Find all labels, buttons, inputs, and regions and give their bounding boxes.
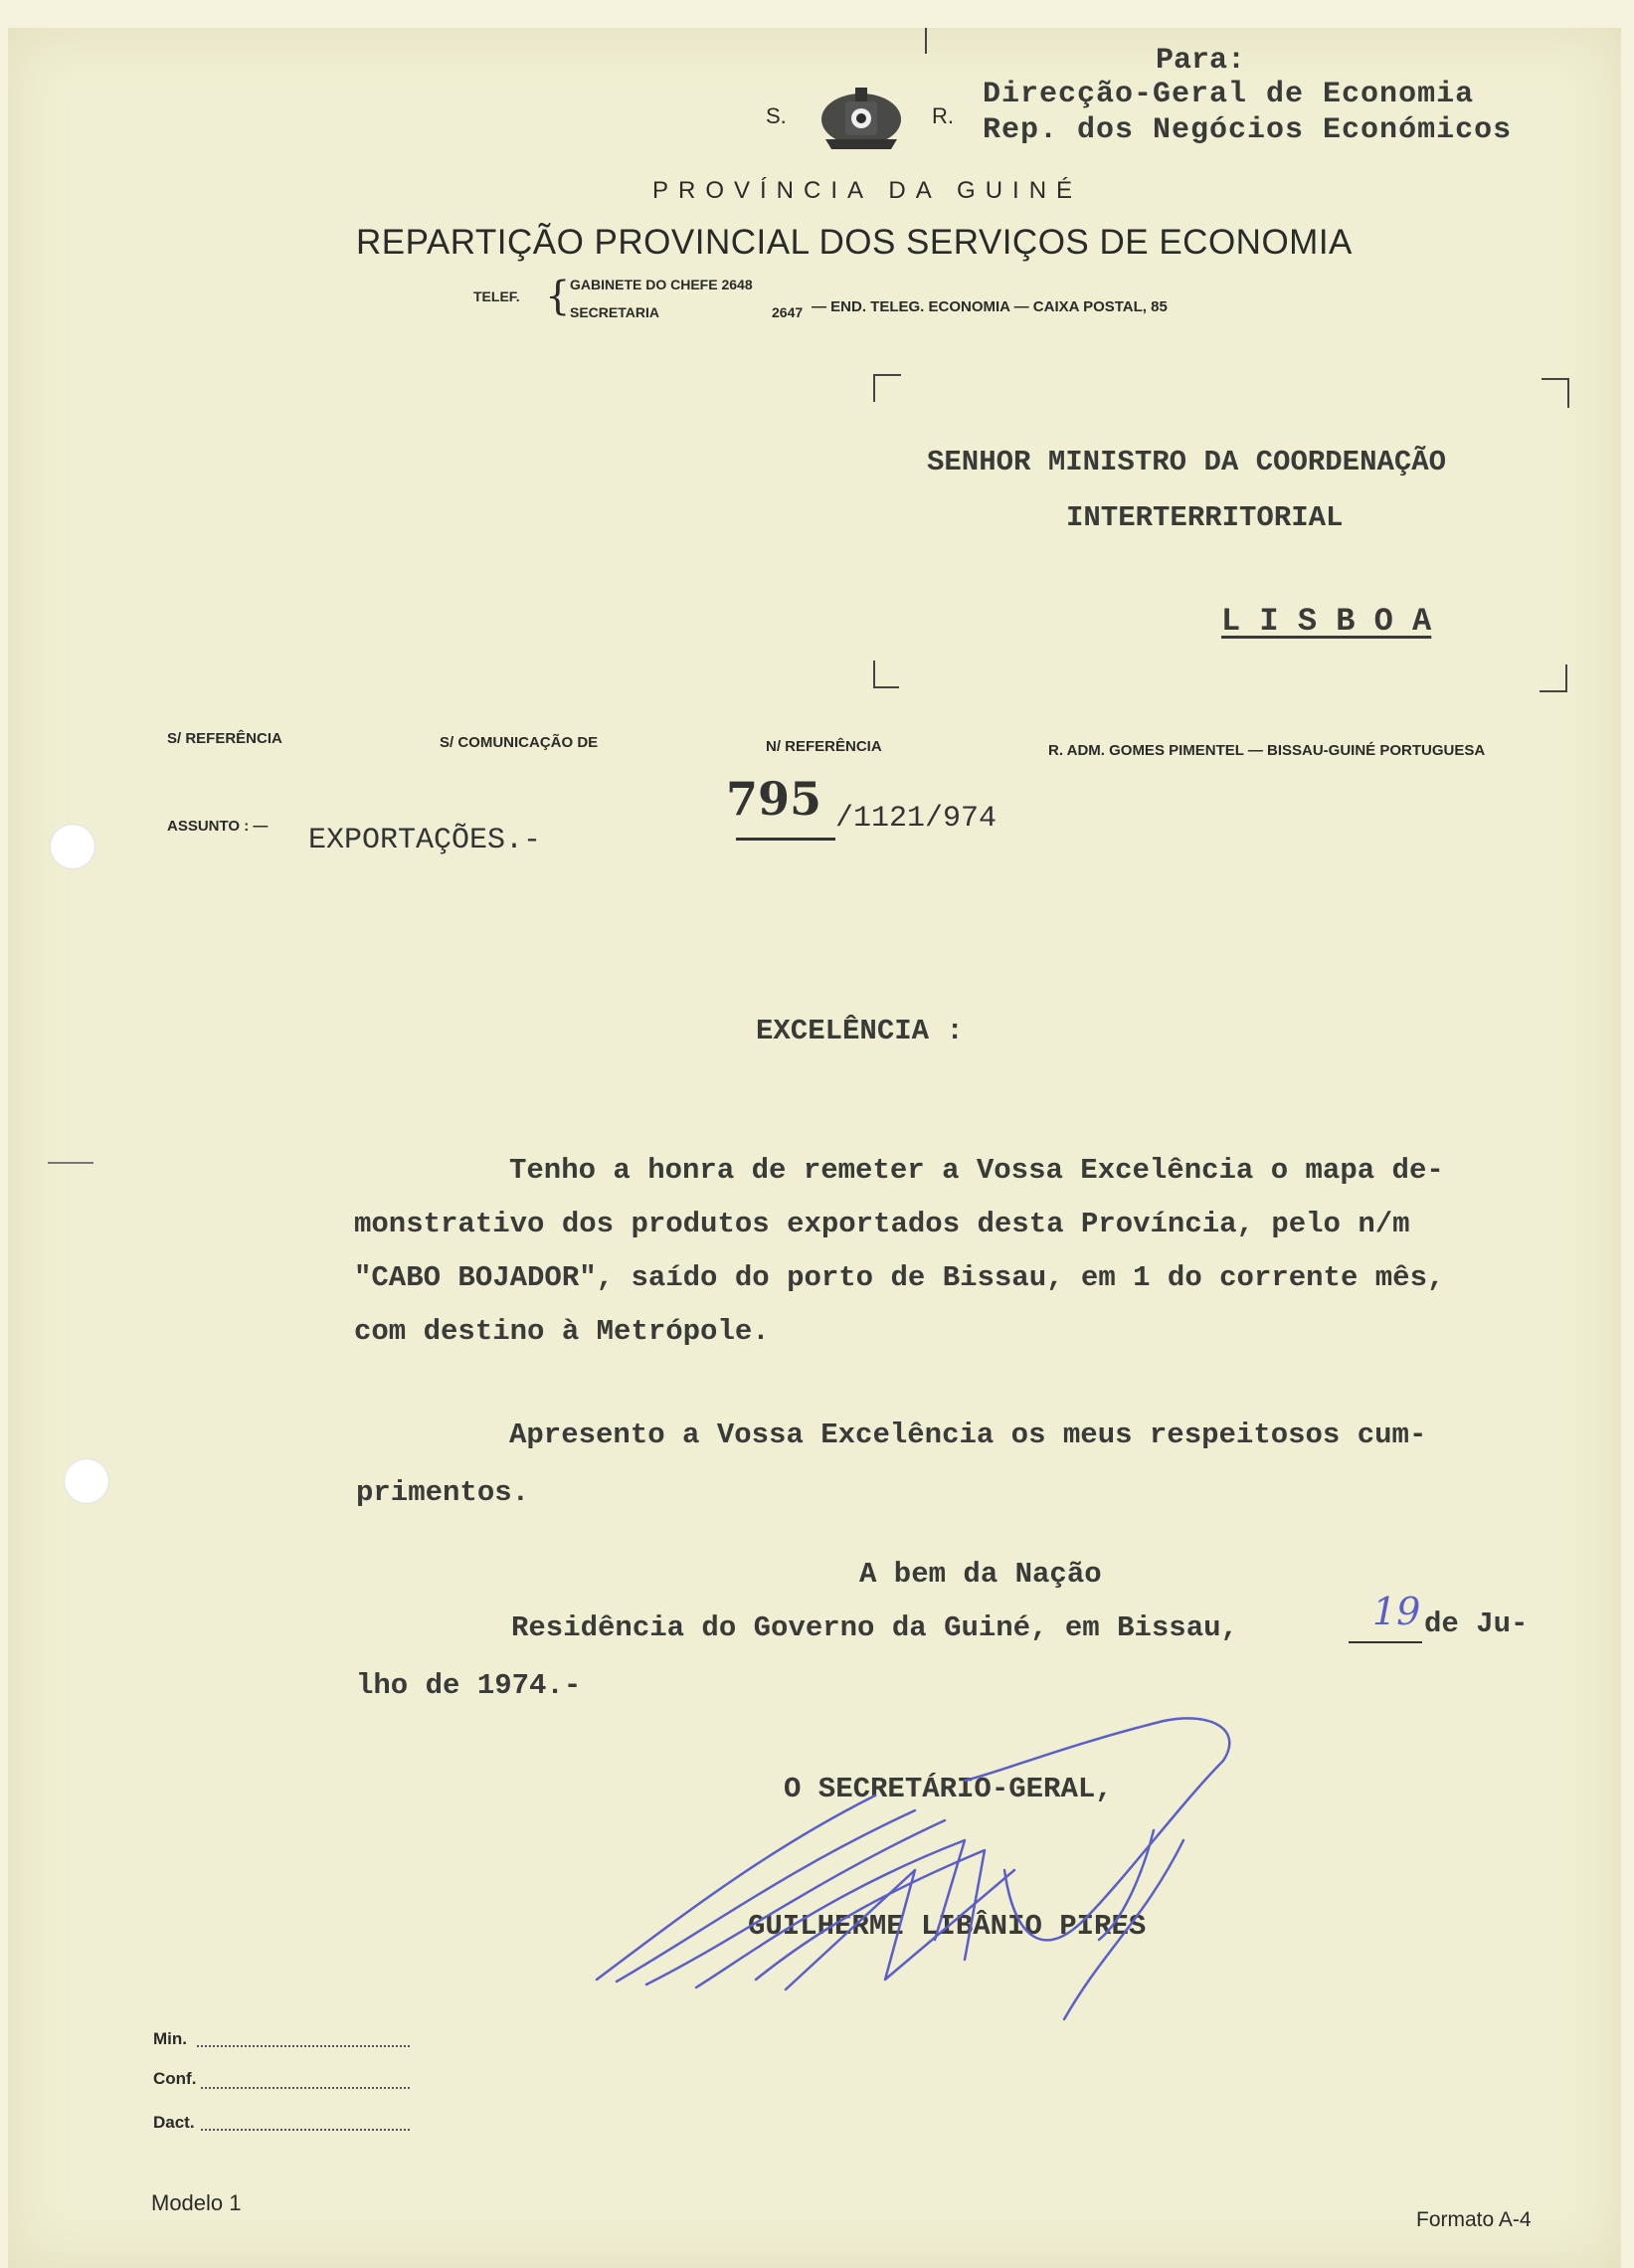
day-underline [1349, 1641, 1422, 1643]
stamp-para-label: Para: [1156, 44, 1246, 78]
telef-brace: { [545, 274, 571, 319]
paragraph-1-line-4: com destino à Metrópole. [354, 1315, 770, 1348]
s-referencia-label: S/ REFERÊNCIA [167, 730, 282, 747]
coat-of-arms-icon [816, 82, 907, 153]
window-corner-tl [873, 374, 901, 402]
paragraph-2-line-1: Apresento a Vossa Excelência os meus respeitosos cum- [509, 1418, 1427, 1451]
paragraph-1-line-1: Tenho a honra de remeter a Vossa Excelência o mapa de- [509, 1154, 1444, 1187]
assunto-label: ASSUNTO : — [167, 818, 269, 835]
modelo-label: Modelo 1 [151, 2190, 242, 2215]
salutation: EXCELÊNCIA : [756, 1015, 964, 1047]
date-line-2: lho de 1974.- [356, 1669, 582, 1702]
punch-hole-top [50, 824, 95, 869]
window-corner-bl [873, 661, 899, 688]
place-prefix: Residência do Governo da Guiné, em Bissau, [511, 1611, 1238, 1644]
min-label: Min. [153, 2029, 187, 2048]
n-referencia-label: N/ REFERÊNCIA [766, 738, 882, 755]
dact-label: Dact. [153, 2113, 195, 2132]
conf-line [201, 2087, 410, 2089]
recipient-line-1: SENHOR MINISTRO DA COORDENAÇÃO [927, 446, 1447, 478]
window-corner-tr [1542, 378, 1569, 408]
telef-secretaria-number: 2647 [772, 304, 804, 320]
paragraph-2-line-2: primentos. [356, 1476, 530, 1509]
paragraph-1-line-3: "CABO BOJADOR", saído do porto de Bissau, em 1 do corrente mês, [354, 1261, 1445, 1294]
telef-secretaria: SECRETARIA [570, 304, 659, 320]
letterhead-s-mark: S. [766, 103, 787, 128]
window-corner-br [1540, 664, 1567, 692]
reference-suffix: /1121/974 [835, 802, 998, 836]
dact-line [201, 2129, 410, 2131]
closing-phrase: A bem da Nação [859, 1558, 1102, 1591]
letterhead-r-mark: R. [932, 103, 954, 128]
department-title: REPARTIÇÃO PROVINCIAL DOS SERVIÇOS DE ECONOMIA [356, 223, 1353, 262]
signatory-title: O SECRETÁRIO-GERAL, [784, 1773, 1113, 1805]
handwritten-signature [587, 1691, 1303, 2029]
recipient-city: L I S B O A [1221, 603, 1432, 640]
top-edge-mark [925, 28, 927, 54]
reference-number: 795 [726, 772, 822, 826]
telef-gabinete: GABINETE DO CHEFE 2648 [570, 277, 753, 292]
s-comunicacao-label: S/ COMUNICAÇÃO DE [440, 734, 599, 751]
min-line [197, 2045, 410, 2047]
conf-label: Conf. [153, 2069, 197, 2088]
telegraph-address: — END. TELEG. ECONOMIA — CAIXA POSTAL, 85 [812, 298, 1168, 315]
stamp-line-1: Direcção-Geral de Economia [983, 78, 1475, 111]
province-heading: PROVÍNCIA DA GUINÉ [652, 177, 1083, 204]
office-address: R. ADM. GOMES PIMENTEL — BISSAU-GUINÉ PORTUGUESA [1048, 742, 1486, 759]
telef-label: TELEF. [473, 288, 520, 304]
stamp-line-2: Rep. dos Negócios Económicos [983, 113, 1513, 147]
subject-value: EXPORTAÇÕES.- [308, 824, 542, 857]
formato-label: Formato A-4 [1416, 2208, 1532, 2231]
handwritten-day: 19 [1372, 1590, 1421, 1633]
recipient-line-2: INTERTERRITORIAL [1066, 501, 1344, 534]
paragraph-1-line-2: monstrativo dos produtos exportados desta Província, pelo n/m [354, 1208, 1410, 1240]
punch-hole-bottom [64, 1458, 109, 1504]
reference-number-underline [736, 838, 835, 841]
fold-mark [48, 1162, 93, 1164]
signatory-name: GUILHERME LIBÂNIO PIRES [748, 1910, 1147, 1943]
place-suffix: de Ju- [1424, 1607, 1529, 1640]
